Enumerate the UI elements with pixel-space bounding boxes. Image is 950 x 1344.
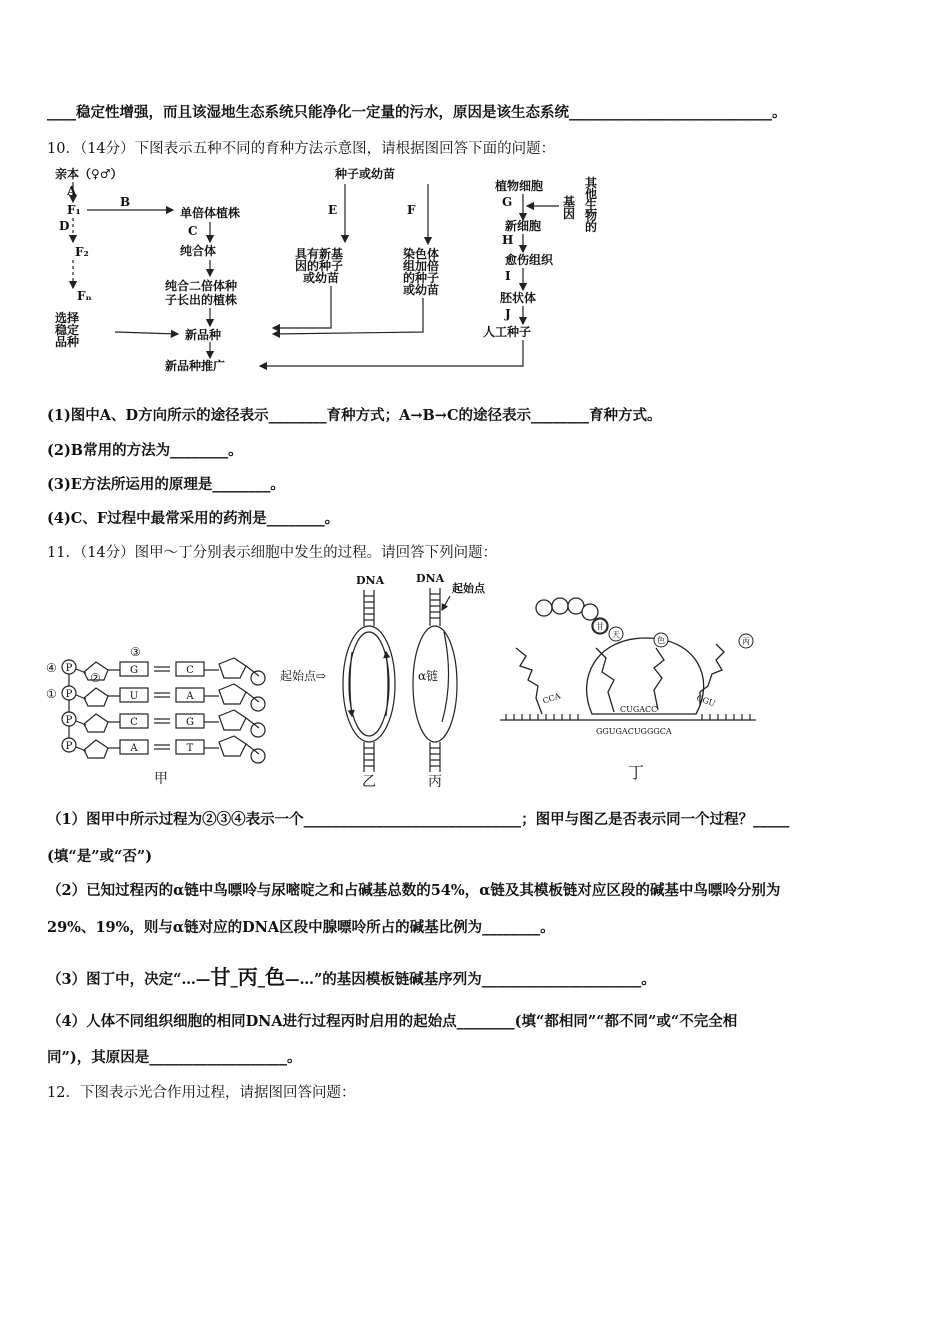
num-4: ④ [46, 661, 57, 675]
seed-label: 种子或幼苗 [335, 167, 396, 181]
select-label-3: 品种 [55, 335, 80, 349]
phosphate-label: P [65, 663, 73, 674]
gene-label-2: 因 [563, 207, 576, 221]
other-organism-1: 其 [585, 176, 598, 190]
amino-acid-4: 丙 [742, 637, 750, 646]
base-right: T [186, 743, 194, 754]
base-left: U [129, 691, 139, 702]
callus-label: 愈伤组织 [505, 253, 554, 267]
anticodon-2: CUGACC [620, 705, 658, 714]
gene-label-1: 基 [563, 195, 576, 209]
dna-label-yi: DNA [356, 574, 385, 587]
label-E: E [328, 203, 338, 217]
amino-acid-1: 甘 [596, 622, 604, 631]
q10-part2: (2)B常用的方法为________。 [47, 442, 243, 459]
diploid-label-2: 子长出的植株 [165, 293, 238, 307]
base-right: G [186, 717, 194, 728]
label-C: C [188, 224, 198, 238]
q11-part2b: 29%、19%，则与α链对应的DNA区段中腺嘌呤所占的碱基比例为________。 [47, 919, 555, 936]
q11-part2a: （2）已知过程丙的α链中鸟嘌呤与尿嘧啶之和占碱基总数的54%，α链及其模板链对应区段的碱基中鸟嘌呤分别为 [47, 882, 781, 899]
new-cell-label: 新细胞 [505, 219, 542, 233]
select-label-1: 选择 [55, 311, 80, 325]
parents-label: 亲本（♀♂） [55, 167, 123, 181]
new-gene-label-2: 因的种子 [295, 259, 344, 273]
anticodon-3: CGU [695, 693, 717, 709]
new-gene-label-1: 具有新基 [295, 247, 344, 261]
plant-cell-label: 植物细胞 [495, 179, 544, 193]
base-right: C [186, 665, 194, 676]
q11-part3-amino-1: 甘 [210, 965, 231, 989]
figure-bing-caption: 丙 [428, 774, 442, 790]
phosphate-label: P [65, 689, 73, 700]
q10-part3: (3)E方法所运用的原理是________。 [47, 476, 285, 493]
label-D: D [59, 219, 70, 233]
num-2: ② [90, 671, 101, 685]
q11-part4b: 同”)，其原因是___________________。 [47, 1049, 302, 1066]
q11-part3-amino-2: 丙 [237, 965, 258, 989]
chrom-label-2: 组加倍 [403, 259, 440, 273]
f1-label: F₁ [67, 203, 81, 217]
select-label-2: 稳定 [55, 323, 80, 337]
f2-label: F₂ [75, 245, 89, 259]
start-point-label-bing: 起始点 [452, 582, 485, 595]
other-organism-4: 物 [585, 209, 598, 223]
artificial-seed-label: 人工种子 [483, 325, 532, 339]
alpha-chain-label: α链 [418, 669, 439, 683]
label-A: A [67, 184, 77, 198]
other-organism-5: 的 [585, 220, 598, 234]
new-gene-label-3: 或幼苗 [303, 271, 340, 285]
q11-part3-prefix: （3）图丁中，决定“…— [47, 971, 211, 988]
promotion-label: 新品种推广 [165, 359, 226, 373]
embryoid-label: 胚状体 [500, 291, 537, 305]
chrom-label-3: 的种子 [403, 271, 440, 285]
label-G: G [502, 195, 513, 209]
haploid-label: 单倍体植株 [180, 206, 241, 220]
base-left: G [130, 665, 138, 676]
amino-acid-2: 天 [612, 630, 620, 639]
num-3: ③ [130, 645, 141, 659]
q10-part1: (1)图中A、D方向所示的途径表示________育种方式；A→B→C的途径表示________育种方式。 [47, 407, 662, 424]
figure-yi-bing-dna [278, 572, 500, 790]
label-F: F [407, 203, 416, 217]
q11-part3-amino-3: 色 [264, 965, 285, 989]
anticodon-1: CCA [541, 691, 562, 706]
label-I: I [505, 269, 511, 283]
chrom-label-1: 染色体 [403, 247, 440, 261]
other-organism-2: 他 [585, 187, 598, 201]
q11-part3: （3）图丁中，决定“…—甘_丙_色—…”的基因模板链碱基序列为______________________。 [47, 965, 656, 989]
base-left: A [130, 743, 138, 754]
start-point-label-yi: 起始点⇨ [280, 669, 327, 683]
diploid-label-1: 纯合二倍体种 [165, 279, 238, 293]
label-B: B [120, 195, 131, 209]
q11-part1b: (填“是”或“否”) [47, 848, 153, 865]
label-J: J [505, 307, 511, 321]
fn-label: Fₙ [77, 289, 92, 303]
label-H: H [502, 233, 514, 247]
other-organism-3: 生 [585, 198, 598, 212]
dna-label-bing: DNA [416, 572, 445, 585]
figure-jia-caption: 甲 [154, 771, 168, 787]
breeding-methods-diagram [45, 162, 625, 384]
q11-intro: 11．（14分）图甲～丁分别表示细胞中发生的过程。请回答下列问题： [47, 545, 498, 561]
base-right: A [186, 691, 194, 702]
q10-intro: 10．（14分）下图表示五种不同的育种方法示意图，请根据图回答下面的问题： [47, 141, 556, 157]
phosphate-label: P [65, 741, 73, 752]
q10-part4: (4)C、F过程中最常采用的药剂是________。 [47, 510, 340, 527]
amino-acid-3: 色 [657, 636, 665, 645]
figure-yi-caption: 乙 [362, 774, 376, 790]
base-left: C [130, 717, 138, 728]
q9-tail-line: ____稳定性增强，而且该湿地生态系统只能净化一定量的污水，原因是该生态系统____________________________。 [47, 104, 787, 121]
q11-part4a: （4）人体不同组织细胞的相同DNA进行过程丙时启用的起始点________(填“都相同”“都不同”或“不完全相 [47, 1013, 738, 1030]
q12-intro: 12．下图表示光合作用过程，请据图回答问题： [47, 1085, 356, 1101]
num-1: ① [46, 687, 57, 701]
pure-label: 纯合体 [180, 244, 217, 258]
q11-part1a: （1）图甲中所示过程为②③④表示一个______________________________；图甲与图乙是否表示同一个过程？_____ [47, 811, 790, 828]
chrom-label-4: 或幼苗 [403, 283, 440, 297]
phosphate-label: P [65, 715, 73, 726]
figure-ding-caption: 丁 [627, 763, 645, 782]
q11-part3-suffix: —…”的基因模板链碱基序列为______________________。 [284, 971, 656, 988]
figure-jia-nucleotides [44, 640, 284, 788]
new-variety-label: 新品种 [185, 328, 222, 342]
figure-ding-translation [496, 588, 760, 788]
mrna-sequence: GGUGACUGGGCA [596, 727, 672, 736]
